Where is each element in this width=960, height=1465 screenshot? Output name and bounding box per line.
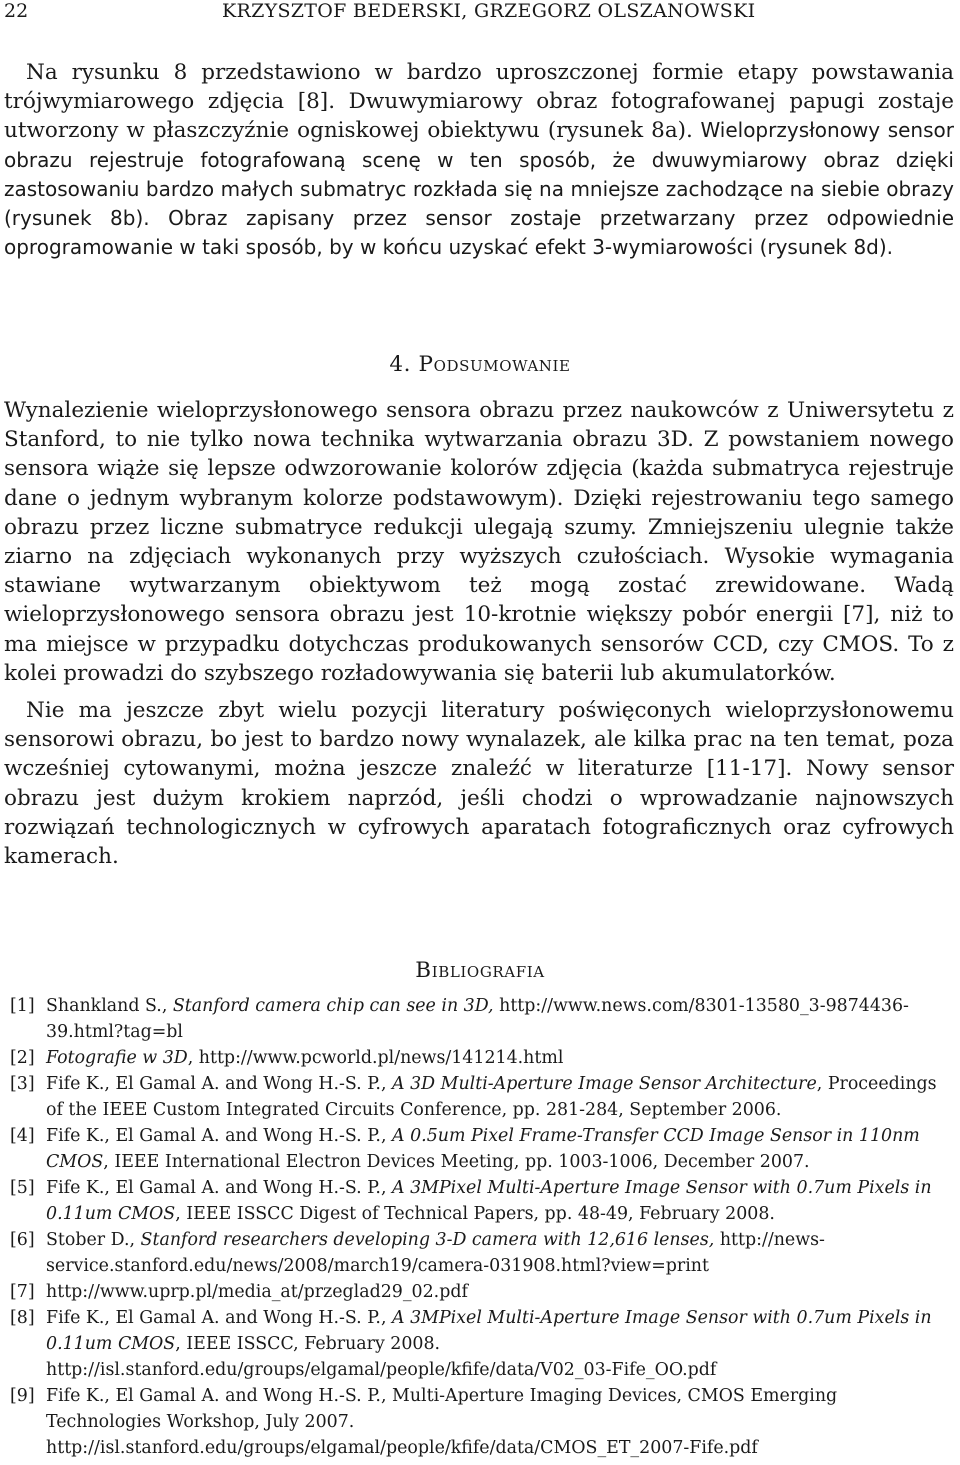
entry-author: Fife K., El Gamal A. and Wong H.-S. P., <box>46 1386 393 1406</box>
paragraph-text-sans: Wieloprzysłonowy sensor obrazu rejestruje fotografowaną scenę w ten sposób, że dwuwymiarowy obraz dzięki zastosowaniu bardzo małych submatryc rozkłada się na mniejsze zachodzące na siebie obrazy (rysunek 8b). Obraz zapisany przez sensor zostaje przetwarzany przez odpowiednie oprogramowanie w taki sposób, by w końcu uzyskać efekt 3-wymiarowości (rysunek 8d). <box>4 118 954 260</box>
entry-details: Multi-Aperture Imaging Devices, CMOS Emerging Technologies Workshop, July 2007. http://isl.stanford.edu/groups/elgamal/people/kfife/data/CMOS_ET_2007-Fife.pdf <box>46 1386 838 1458</box>
bibliography-entry <box>10 1383 956 1461</box>
bibliography-entry <box>10 993 956 1045</box>
entry-number: [5] <box>10 1178 35 1198</box>
entry-number: [4] <box>10 1126 35 1146</box>
entry-author: Fife K., El Gamal A. and Wong H.-S. P., <box>46 1074 393 1094</box>
entry-number: [9] <box>10 1386 35 1406</box>
entry-title: Stanford camera chip can see in 3D, <box>172 996 494 1016</box>
section-title: Podsumowanie <box>418 352 571 377</box>
entry-details: , Proceedings of the IEEE Custom Integrated Circuits Conference, pp. 281-284, September 2006. <box>46 1074 937 1120</box>
paragraph-summary: Wynalezienie wieloprzysłonowego sensora obrazu przez naukowców z Uniwersytetu z Stanford, to nie tylko nowa technika wytwarzania obrazu 3D. Z powstaniem nowego sensora wiąże się lepsze odwzorowanie kolorów zdjęcia (każda submatryca rejestruje dane o jednym wybranym kolorze podstawowym). Dzięki rejestrowaniu tego samego obrazu przez liczne submatryce redukcji ulegają szumy. Zmniejszeniu ulegnie także ziarno na zdjęciach wykonanych przy wyższych czułościach. Wysokie wymagania stawiane wytwarzanym obiektywom też mogą zostać zrewidowane. Wadą wieloprzysłonowego sensora obrazu jest 10-krotnie większy pobór energii [7], niż to ma miejsce w przypadku dotychczas produkowanych sensorów CCD, czy CMOS. To z kolei prowadzi do szybszego rozładowywania się baterii lub akumulatorków. <box>4 398 954 686</box>
page-number: 22 <box>4 0 29 22</box>
entry-author: Fife K., El Gamal A. and Wong H.-S. P., <box>46 1126 393 1146</box>
entry-title: Fotografie w 3D <box>46 1048 188 1068</box>
entry-number: [6] <box>10 1230 35 1250</box>
entry-author: Fife K., El Gamal A. and Wong H.-S. P., <box>46 1308 393 1328</box>
header-authors: KRZYSZTOF BEDERSKI, GRZEGORZ OLSZANOWSKI <box>222 0 756 22</box>
entry-details: http://www.news.com/8301-13580_3-9874436-39.html?tag=bl <box>46 996 909 1042</box>
entry-title: Stanford researchers developing 3-D camera with 12,616 lenses, <box>140 1230 715 1250</box>
bibliography-entry <box>10 1071 956 1123</box>
section-heading <box>0 352 960 377</box>
entry-author: Stober D., <box>46 1230 141 1250</box>
entry-details: , IEEE ISSCC, February 2008. http://isl.stanford.edu/groups/elgamal/people/kfife/data/V02_03-Fife_OO.pdf <box>46 1334 717 1380</box>
bibliography-entry <box>10 1123 956 1175</box>
section-number: 4. <box>389 352 412 377</box>
bibliography-entry <box>10 1175 956 1227</box>
paragraph-text-serif: Na rysunku 8 przedstawiono w bardzo uproszczonej formie etapy powstawania trójwymiarowego zdjęcia [8]. Dwuwymiarowy obraz fotografowanej papugi zostaje utworzony w płaszczyźnie ogniskowej obiektywu (rysunek 8a). <box>4 60 954 144</box>
entry-number: [7] <box>10 1282 35 1302</box>
paragraph-literature: Nie ma jeszcze zbyt wielu pozycji literatury poświęconych wieloprzysłonowemu sensorowi obrazu, bo jest to bardzo nowy wynalazek, ale kilka prac na ten temat, poza wcześniej cytowanymi, można jeszcze znaleźć w literaturze [11-17]. Nowy sensor obrazu jest dużym krokiem naprzód, jeśli chodzi o wprowadzanie najnowszych rozwiązań technologicznych w cyfrowych aparatach fotograficznych oraz cyfrowych kamerach. <box>4 698 954 870</box>
entry-title: A 3MPixel Multi-Aperture Image Sensor with 0.7um Pixels in 0.11um CMOS <box>46 1308 932 1354</box>
bibliography-heading <box>0 958 960 983</box>
entry-number: [3] <box>10 1074 35 1094</box>
bibliography-list <box>10 993 956 1461</box>
bibliography-title: Bibliografia <box>415 958 545 983</box>
bibliography-entry <box>10 1305 956 1383</box>
entry-number: [2] <box>10 1048 35 1068</box>
entry-title: A 3D Multi-Aperture Image Sensor Architecture <box>392 1074 817 1094</box>
entry-author: Fife K., El Gamal A. and Wong H.-S. P., <box>46 1178 393 1198</box>
bibliography-entry <box>10 1279 956 1305</box>
entry-number: [8] <box>10 1308 35 1328</box>
entry-author: Shankland S., <box>46 996 173 1016</box>
entry-details: , http://www.pcworld.pl/news/141214.html <box>187 1048 564 1068</box>
entry-title: A 0.5um Pixel Frame-Transfer CCD Image Sensor in 110nm CMOS <box>46 1126 920 1172</box>
entry-details: , IEEE International Electron Devices Meeting, pp. 1003-1006, December 2007. <box>103 1152 810 1172</box>
entry-title: A 3MPixel Multi-Aperture Image Sensor with 0.7um Pixels in 0.11um CMOS <box>46 1178 932 1224</box>
entry-number: [1] <box>10 996 35 1016</box>
bibliography-entry <box>10 1227 956 1279</box>
running-header <box>0 0 960 24</box>
entry-details: http://news-service.stanford.edu/news/2008/march19/camera-031908.html?view=print <box>46 1230 825 1276</box>
entry-details: http://www.uprp.pl/media_at/przeglad29_02.pdf <box>46 1282 468 1302</box>
entry-details: , IEEE ISSCC Digest of Technical Papers, pp. 48-49, February 2008. <box>175 1204 775 1224</box>
bibliography-entry <box>10 1045 956 1071</box>
paragraph-figure-description <box>4 58 954 262</box>
